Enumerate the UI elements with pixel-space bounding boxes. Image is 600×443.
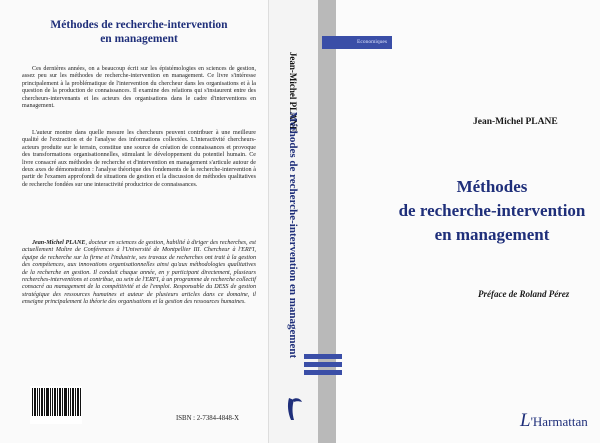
summary-paragraph-1: Ces dernières années, on a beaucoup écrit sur les épistémologies en sciences de gestion, assez peu sur les méthodes de recherche-intervention en management. Ce livre s'intéresse principalement à la problématique de l'intervention du chercheur dans les organisations et à la question de la production de connaissances. Il examine des relations qui s'instaurent entre des chercheurs-intervenants et les acteurs des organisations dans le cadre d'interventions en management. xyxy=(22,66,256,110)
back-cover-title xyxy=(26,18,252,46)
publisher-name: 'Harmattan xyxy=(530,414,588,429)
author-biography xyxy=(22,240,256,307)
front-title-line1: Méthodes xyxy=(456,177,528,196)
publisher-initial: L xyxy=(520,410,531,431)
back-title-line2: en management xyxy=(100,33,178,45)
summary-paragraph-2: L'auteur montre dans quelle mesure les chercheurs peuvent contribuer à une meilleure qualité de l'extraction et de l'analyse des informations collectées. L'interactivité chercheurs-acteurs produite sur le terrain, constitue une source de création de connaissances et provoque des transformations organisationnelles, stimulant le développement du potentiel humain. Ce livre consacré aux méthodes de recherche et d'intervention en management s'articule autour de deux axes de démonstration : l'analyse théorique des fondements de la recherche-intervention à partir de l'examen approfondi de situations de gestion et la discussion de méthodes qualitatives de recherche fondées sur une interactivité productrice de connaissances. xyxy=(22,130,256,188)
barcode-icon xyxy=(30,386,82,424)
publisher-logo xyxy=(520,410,588,432)
collection-stripes-icon xyxy=(304,354,342,378)
spine-title: Méthodes de recherche-intervention en management xyxy=(287,111,299,359)
preface-credit: Préface de Roland Pérez xyxy=(478,289,570,299)
spine-author: Jean-Michel PLANE xyxy=(288,51,298,133)
bio-author-name: Jean-Michel PLANE xyxy=(32,240,86,246)
publisher-logo-icon xyxy=(281,395,305,423)
front-author: Jean-Michel PLANE xyxy=(473,117,558,127)
bio-text: , docteur en sciences de gestion, habilité à diriger des recherches, est actuellement Maître de Conférences à l'Université de Montpellier III. Chercheur à l'ERFI, équipe de recherche sur la firme et l'industrie, ses travaux de recherches ont trait à la gestion des compétences, aux innovations organisationnelles ainsi qu'aux méthodologies qualitatives de la recherche en gestion. Il conduit chaque année, en y participant directement, plusieurs recherches-interventions et contribue, au sein de l'ERFI, à un programme de recherche collectif consacré au management de la compétitivité et de l'emploi. Responsable du DESS de gestion stratégique des ressources humaines et auteur de plusieurs articles dans ce domaine, il enseigne principalement la théorie des organisations et la gestion des ressources humaines. xyxy=(22,240,256,306)
front-title-line3: en management xyxy=(434,225,550,244)
collection-label: Economiques xyxy=(322,36,392,49)
isbn-number: ISBN : 2-7384-4848-X xyxy=(176,415,240,422)
front-title xyxy=(392,175,592,247)
back-title-line1: Méthodes de recherche-intervention xyxy=(50,19,228,31)
front-title-line2: de recherche-intervention xyxy=(398,201,586,220)
